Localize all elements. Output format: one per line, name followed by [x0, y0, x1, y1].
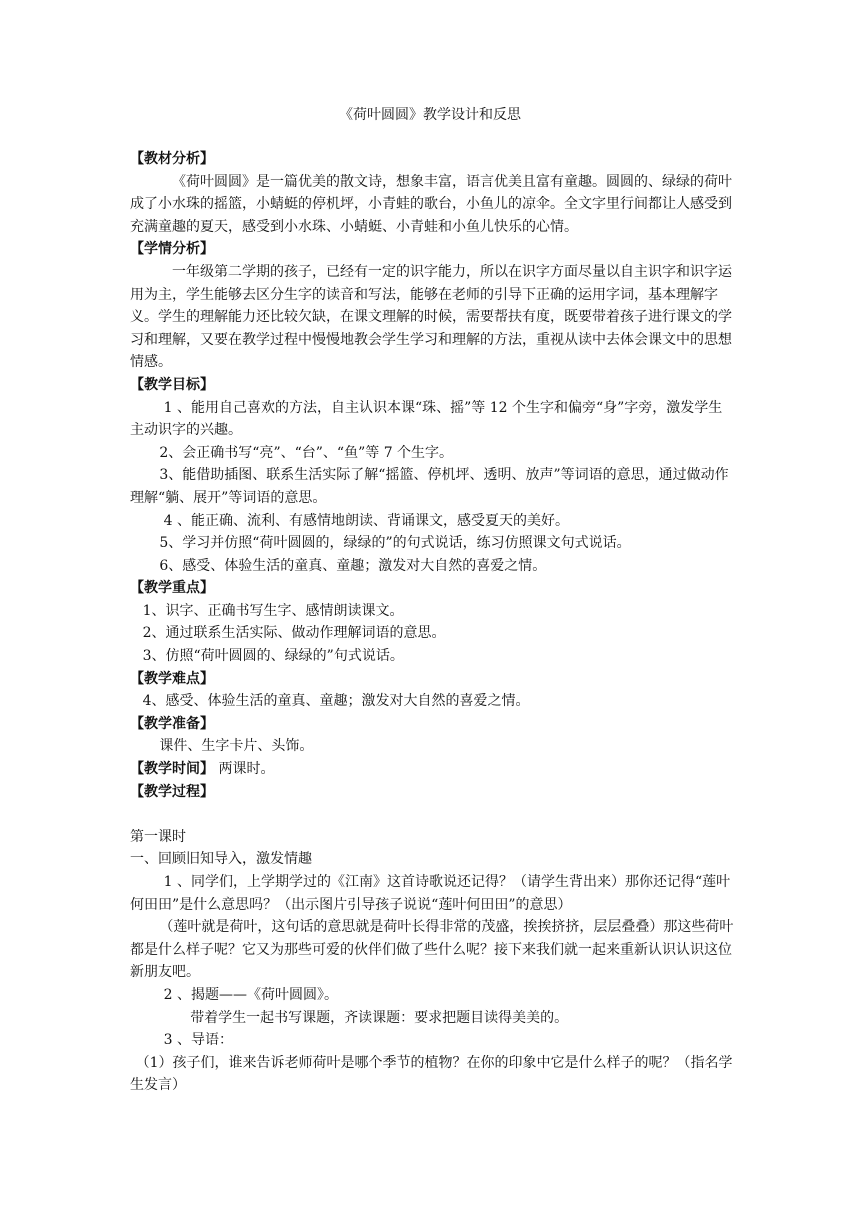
step3-line: 3 、导语： — [163, 1032, 233, 1049]
lesson-label: 第一课时 — [130, 828, 186, 845]
step1-paragraph: （莲叶就是荷叶，这句话的意思就是荷叶长得非常的茂盛，挨挨挤挤，层层叠叠）那这些荷叶都是什么样子呢？它又为那些可爱的伙伴们做了些什么呢？接下来我们就一起来重新认识认识这位新朋友吧。 — [130, 919, 734, 981]
step2-line: 2 、揭题——《荷叶圆圆》。 — [163, 986, 338, 1003]
students-paragraph: 一年级第二学期的孩子，已经有一定的识字能力，所以在识字方面尽量以自主识字和识字运用为主，学生能够去区分生字的读音和写法，能够在老师的引导下正确的运用字词，基本理解字义。学生的理解能力还比较欠缺，在课文理解的时候，需要帮扶有度，既要带着孩子进行课文的学习和理解，又要在教学过程中慢慢地教会学生学习和理解的方法，重视从读中去体会课文中的思想情感。 — [130, 263, 732, 371]
blank-line — [130, 803, 734, 826]
document-body — [130, 148, 734, 1097]
goal-item: 3、能借助插图、联系生活实际了解“摇篮、停机坪、透明、放声”等词语的意思，通过做动作理解“躺、展开”等词语的意思。 — [130, 467, 729, 506]
step3-question: （1）孩子们，谁来告诉老师荷叶是哪个季节的植物？在你的印象中它是什么样子的呢？（指名学生发言） — [130, 1054, 733, 1094]
step1-heading: 一、回顾旧知导入，激发情趣 — [130, 851, 312, 868]
section-heading-difficulty: 【教学难点】 — [130, 670, 214, 687]
key-point-item: 3、仿照“荷叶圆圆的、绿绿的”句式说话。 — [142, 648, 404, 665]
difficulty-item: 4、感受、体验生活的童真、童趣；激发对大自然的喜爱之情。 — [142, 693, 530, 710]
key-point-item: 1、识字、正确书写生字、感情朗读课文。 — [142, 602, 404, 619]
goal-item: 4 、能正确、流利、有感情地朗读、背诵课文，感受夏天的美好。 — [163, 512, 569, 529]
section-heading-analysis: 【教材分析】 — [130, 151, 214, 167]
goal-item: 1 、能用自己喜欢的方法，自主认识本课“珠、摇”等 12 个生字和偏旁“身”字旁，激发学生主动识字的兴趣。 — [130, 399, 723, 439]
section-heading-key-points: 【教学重点】 — [130, 580, 214, 597]
section-heading-process: 【教学过程】 — [130, 783, 214, 800]
goal-item: 6、感受、体验生活的童真、童趣；激发对大自然的喜爱之情。 — [159, 557, 547, 574]
section-heading-students: 【学情分析】 — [130, 241, 214, 258]
step2-detail: 带着学生一起书写课题，齐读课题：要求把题目读得美美的。 — [190, 1009, 569, 1026]
prep-item: 课件、生字卡片、头饰。 — [159, 738, 314, 755]
document-title: 《荷叶圆圆》教学设计和反思 — [339, 107, 521, 123]
step1-paragraph: 1 、同学们，上学期学过的《江南》这首诗歌说还记得？（请学生背出来）那你还记得“莲叶何田田”是什么意思吗？（出示图片引导孩子说说“莲叶何田田”的意思） — [130, 874, 731, 913]
section-heading-goals: 【教学目标】 — [130, 376, 214, 393]
section-heading-time: 【教学时间】 — [130, 761, 214, 778]
key-point-item: 2、通过联系生活实际、做动作理解词语的意思。 — [142, 625, 446, 642]
section-heading-prep: 【教学准备】 — [130, 715, 214, 732]
time-value: 两课时。 — [214, 761, 275, 778]
goal-item: 5、学习并仿照“荷叶圆圆的，绿绿的”的句式说话，练习仿照课文句式说话。 — [159, 535, 631, 552]
analysis-paragraph: 《荷叶圆圆》是一篇优美的散文诗，想象丰富，语言优美且富有童趣。圆圆的、绿绿的荷叶成了小水珠的摇篮，小蜻蜓的停机坪，小青蛙的歌台，小鱼儿的凉伞。全文字里行间都让人感受到充满童趣的夏天，感受到小水珠、小蜻蜓、小青蛙和小鱼儿快乐的心情。 — [130, 173, 732, 235]
goal-item: 2、会正确书写“亮”、“台”、“鱼”等 7 个生字。 — [159, 444, 454, 461]
time-line — [130, 758, 734, 781]
